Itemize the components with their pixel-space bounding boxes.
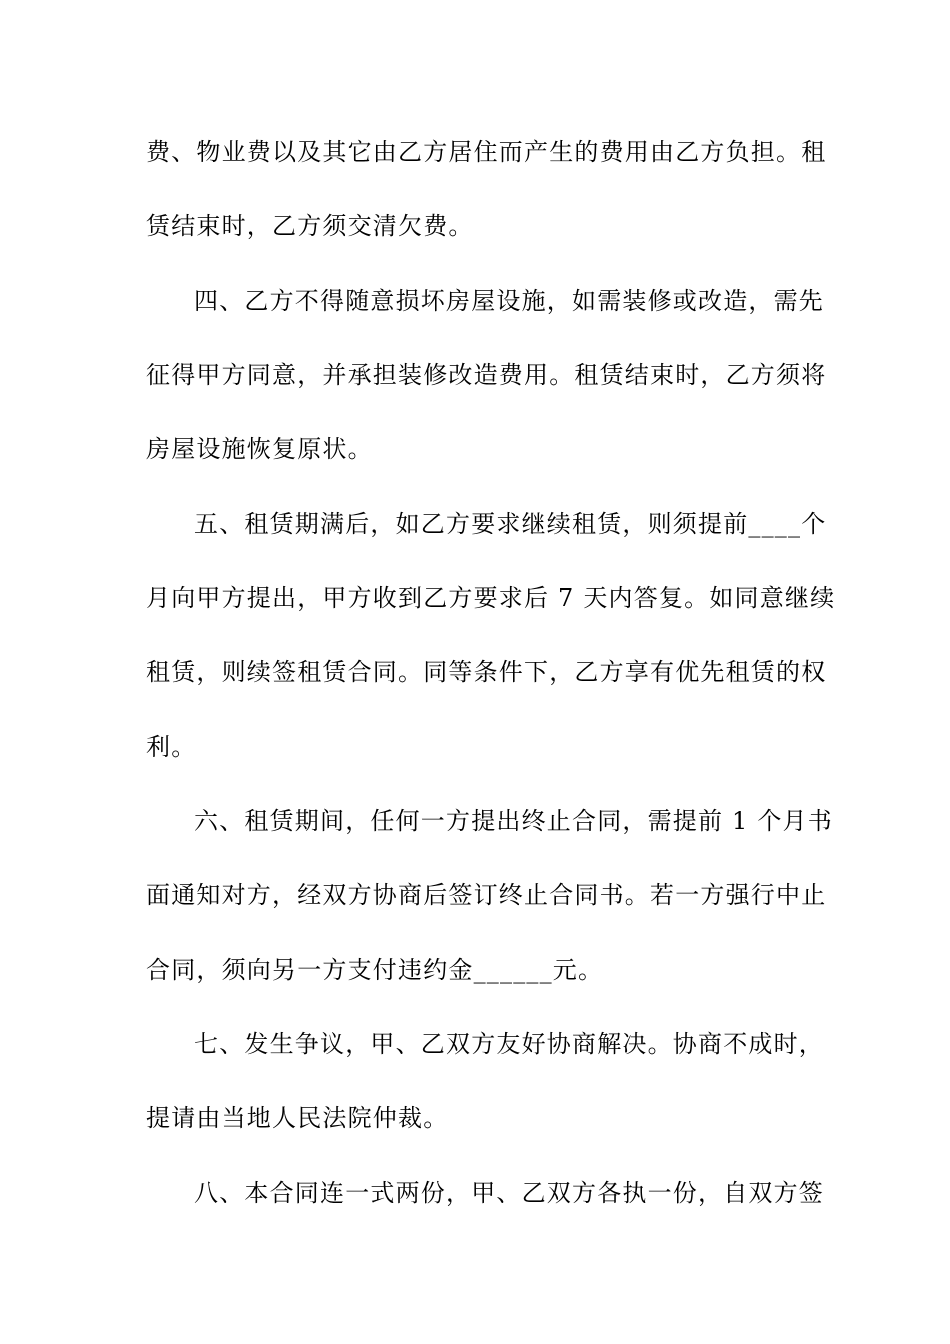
clause-4-line: 四、乙方不得随意损坏房屋设施，如需装修或改造，需先 (194, 287, 824, 315)
text-line: 提请由当地人民法院仲裁。 (146, 1104, 449, 1132)
text-line: 费、物业费以及其它由乙方居住而产生的费用由乙方负担。租 (146, 138, 827, 166)
clause-8-line: 八、本合同连一式两份，甲、乙双方各执一份，自双方签 (194, 1179, 824, 1207)
text-line: 利。 (146, 733, 197, 761)
text-line: 征得甲方同意，并承担装修改造费用。租赁结束时，乙方须将 (146, 361, 827, 389)
text-line: 赁结束时，乙方须交清欠费。 (146, 212, 474, 240)
text-line: 房屋设施恢复原状。 (146, 435, 373, 463)
text-line: 月向甲方提出，甲方收到乙方要求后 7 天内答复。如同意继续 (146, 584, 836, 612)
text-line: 面通知对方，经双方协商后签订终止合同书。若一方强行中止 (146, 881, 827, 909)
clause-6-line: 六、租赁期间，任何一方提出终止合同，需提前 1 个月书 (194, 807, 833, 835)
text-line: 租赁，则续签租赁合同。同等条件下，乙方享有优先租赁的权 (146, 658, 827, 686)
clause-5-line: 五、租赁期满后，如乙方要求继续租赁，则须提前____个 (194, 510, 827, 538)
text-line: 合同，须向另一方支付违约金______元。 (146, 956, 604, 984)
clause-7-line: 七、发生争议，甲、乙双方友好协商解决。协商不成时， (194, 1030, 824, 1058)
